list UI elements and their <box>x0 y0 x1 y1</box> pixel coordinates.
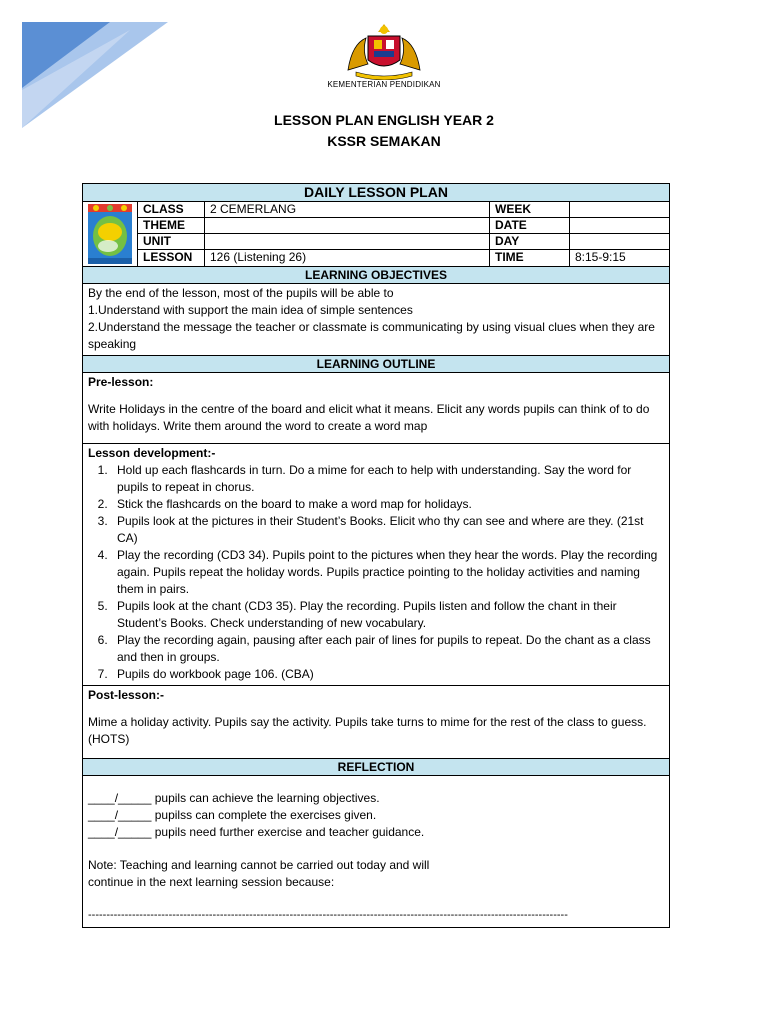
reflection-line: ____/_____ pupilss can complete the exercises given. <box>88 808 377 822</box>
pre-lesson-section <box>83 373 669 444</box>
theme-value <box>205 218 490 234</box>
development-step: 2. Stick the flashcards on the board to make a word map for holidays. <box>111 496 664 513</box>
development-step: 4. Play the recording (CD3 34). Pupils point to the pictures when they hear the words. Play the recording again. Pupils repeat the holiday words. Pupils practice pointing to the holiday activities and naming them in pairs. <box>111 547 664 598</box>
development-step: 5. Pupils look at the chant (CD3 35). Play the recording. Pupils listen and follow the chant in their Student’s Books. Check understanding of new vocabulary. <box>111 598 664 632</box>
unit-value <box>205 234 490 250</box>
reflection-note: Note: Teaching and learning cannot be carried out today and will <box>88 858 430 872</box>
reflection-line: ____/_____ pupils need further exercise and teacher guidance. <box>88 825 425 839</box>
learning-outline-heading: LEARNING OUTLINE <box>83 356 669 373</box>
lesson-info-grid <box>138 202 669 266</box>
lesson-development-section <box>83 444 669 686</box>
pre-lesson-text: Write Holidays in the centre of the board and elicit what it means. Elicit any words pupils can think of to do with holidays. Write them around the word to create a word map <box>88 402 650 433</box>
reflection-section <box>83 776 669 927</box>
objective-item: 2.Understand the message the teacher or classmate is communicating by using visual clues when they are speaking <box>88 320 655 351</box>
ministry-crest-logo <box>338 22 430 80</box>
lesson-value: 126 (Listening 26) <box>205 250 490 266</box>
time-value: 8:15-9:15 <box>575 250 626 264</box>
reflection-heading: REFLECTION <box>83 759 669 776</box>
class-label: CLASS <box>138 202 205 218</box>
week-label: WEEK <box>490 202 570 218</box>
post-lesson-label: Post-lesson:- <box>88 688 165 702</box>
date-label: DATE <box>490 218 570 234</box>
reflection-note: continue in the next learning session because: <box>88 875 335 889</box>
lesson-plan-table <box>82 183 670 928</box>
lesson-development-steps <box>88 462 664 683</box>
date-value <box>570 218 669 234</box>
reflection-dash-line: ----------------------------------------------------------------------------------------------------------------------------------- <box>88 909 568 921</box>
lesson-info-block <box>83 202 669 267</box>
daily-lesson-plan-heading: DAILY LESSON PLAN <box>83 184 669 202</box>
objective-item: 1.Understand with support the main idea of simple sentences <box>88 303 413 317</box>
post-lesson-text: Mime a holiday activity. Pupils say the activity. Pupils take turns to mime for the rest of the class to guess. (HOTS) <box>88 715 647 746</box>
lesson-label: LESSON <box>138 250 205 266</box>
book-cover-cell <box>83 202 138 266</box>
document-title: LESSON PLAN ENGLISH YEAR 2 <box>274 112 494 128</box>
unit-label: UNIT <box>138 234 205 250</box>
class-value: 2 CEMERLANG <box>205 202 490 218</box>
week-value <box>570 202 669 218</box>
corner-decoration <box>0 0 170 130</box>
day-label: DAY <box>490 234 570 250</box>
reflection-line: ____/_____ pupils can achieve the learning objectives. <box>88 791 380 805</box>
day-value <box>570 234 669 250</box>
ministry-name: KEMENTERIAN PENDIDIKAN <box>327 80 441 89</box>
learning-objectives-section <box>83 284 669 356</box>
development-step: 7. Pupils do workbook page 106. (CBA) <box>111 666 664 683</box>
time-label: TIME <box>490 250 570 266</box>
objectives-intro: By the end of the lesson, most of the pupils will be able to <box>88 286 394 300</box>
super-minds-book-icon <box>88 204 132 264</box>
learning-objectives-heading: LEARNING OBJECTIVES <box>83 267 669 284</box>
pre-lesson-label: Pre-lesson: <box>88 375 154 389</box>
lesson-development-label: Lesson development:- <box>88 446 216 460</box>
development-step: 3. Pupils look at the pictures in their Student’s Books. Elicit who thy can see and where are they. (21st CA) <box>111 513 664 547</box>
document-subtitle: KSSR SEMAKAN <box>327 133 441 149</box>
theme-label: THEME <box>138 218 205 234</box>
development-step: 6. Play the recording again, pausing after each pair of lines for pupils to repeat. Do the chant as a class and then in groups. <box>111 632 664 666</box>
development-step: 1. Hold up each flashcards in turn. Do a mime for each to help with understanding. Say the word for pupils to repeat in chorus. <box>111 462 664 496</box>
post-lesson-section <box>83 686 669 759</box>
